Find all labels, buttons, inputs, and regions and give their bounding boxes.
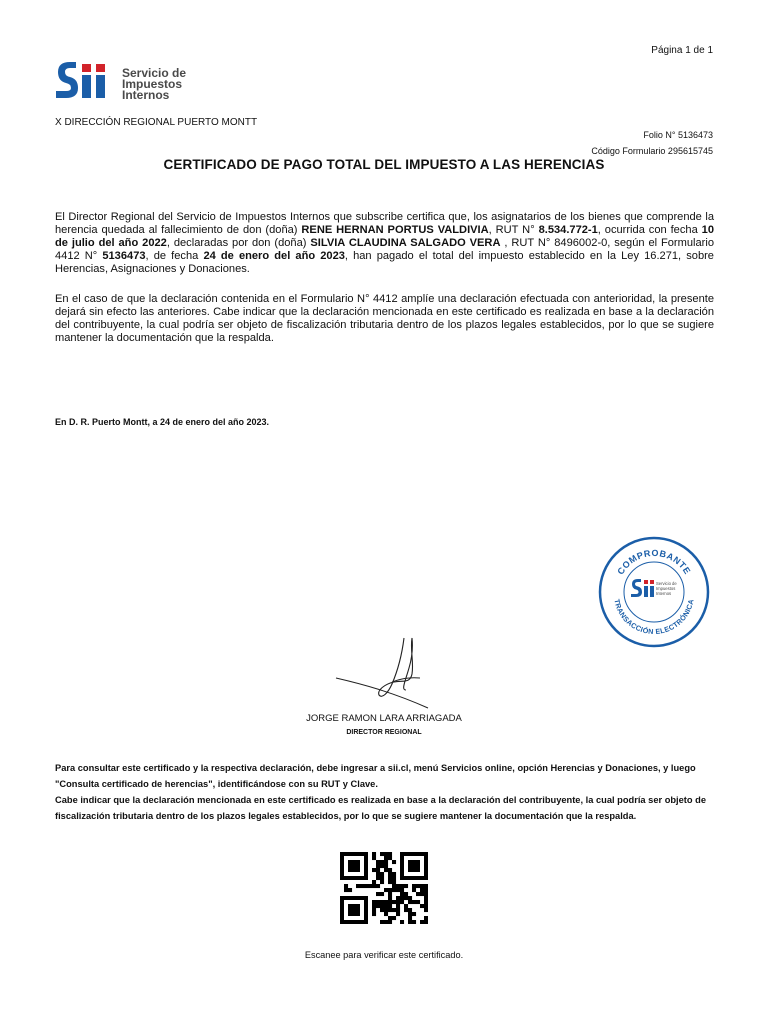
form-number: 5136473 (102, 250, 146, 262)
folio-number: Folio N° 5136473 (643, 130, 713, 140)
form-code: Código Formulario 295615745 (591, 146, 713, 156)
footer-notice (55, 760, 715, 824)
declarant-name: SILVIA CLAUDINA SALGADO VERA (310, 237, 501, 249)
page-number: Página 1 de 1 (651, 45, 713, 56)
deceased-name: RENE HERNAN PORTUS VALDIVIA (301, 224, 489, 236)
form-date: 24 de enero del año 2023 (203, 250, 345, 262)
svg-text:TRANSACCIÓN ELECTRÓNICA: TRANSACCIÓN ELECTRÓNICA (612, 598, 696, 637)
qr-caption: Escanee para verificar este certificado. (304, 950, 464, 960)
signer-name: JORGE RAMON LARA ARRIAGADA (306, 713, 462, 724)
amendment-paragraph: En el caso de que la declaración contenida en el Formulario N° 4412 amplíe una declaración efectuada con anterioridad, la presente dejará sin efecto las anteriores. Cabe indicar que la declaración mencionada en este certificado es realizada en base a la declaración del contribuyente, la cual podría ser objeto de fiscalización tributaria dentro de los plazos legales establecidos, por lo que se sugiere mantener la documentación que la respalda. (55, 293, 714, 344)
svg-text:COMPROBANTE: COMPROBANTE (615, 547, 693, 577)
svg-text:Internos: Internos (656, 591, 672, 596)
electronic-transaction-stamp (598, 536, 710, 648)
document-title: CERTIFICADO DE PAGO TOTAL DEL IMPUESTO A LAS HERENCIAS (163, 157, 605, 172)
stamp-sii-mark (631, 579, 654, 597)
sii-logo (54, 58, 214, 102)
regional-office: X DIRECCIÓN REGIONAL PUERTO MONTT (55, 117, 258, 128)
sii-logo-text: Servicio de Impuestos Internos (122, 66, 187, 102)
footer-consult-instructions: Para consultar este certificado y la respectiva declaración, debe ingresar a sii.cl, menú Servicios online, opción Herencias y Donaciones, y luego "Consulta certificado de herencias", identificándose con su RUT y Clave. (55, 763, 696, 789)
certification-paragraph: El Director Regional del Servicio de Impuestos Internos que subscribe certifica que, los asignatarios de los bienes que comprende la herencia quedada al fallecimiento de don (doña) RENE HERNAN PORTUS VALDIVIA, RUT N° 8.534.772-1, ocurrida con fecha 10 de julio del año 2022, declaradas por don (doña) SILVIA CLAUDINA SALGADO VERA , RUT N° 8496002-0, según el Formulario 4412 N° 5136473, de fecha 24 de enero del año 2023, han pagado el total del impuesto establecido en la Ley 16.271, sobre Herencias, Asignaciones y Donaciones. (55, 211, 715, 275)
footer-disclaimer: Cabe indicar que la declaración mencionada en este certificado es realizada en base a la declaración del contribuyente, la cual podría ser objeto de fiscalización tributaria dentro de los plazos legales establecidos, por lo que se sugiere mantener la documentación que la respalda. (55, 795, 707, 821)
verification-qr-code[interactable] (340, 852, 428, 924)
deceased-rut: 8.534.772-1 (538, 224, 598, 236)
svg-text:Impuestos: Impuestos (656, 586, 676, 591)
death-date: 10 de julio del año 2022 (55, 224, 715, 249)
place-date: En D. R. Puerto Montt, a 24 de enero del año 2023. (55, 417, 270, 427)
svg-text:Servicio de: Servicio de (656, 581, 677, 586)
sii-logo-mark (54, 58, 120, 102)
handwritten-signature (332, 632, 442, 717)
signer-role: DIRECTOR REGIONAL (346, 729, 422, 736)
